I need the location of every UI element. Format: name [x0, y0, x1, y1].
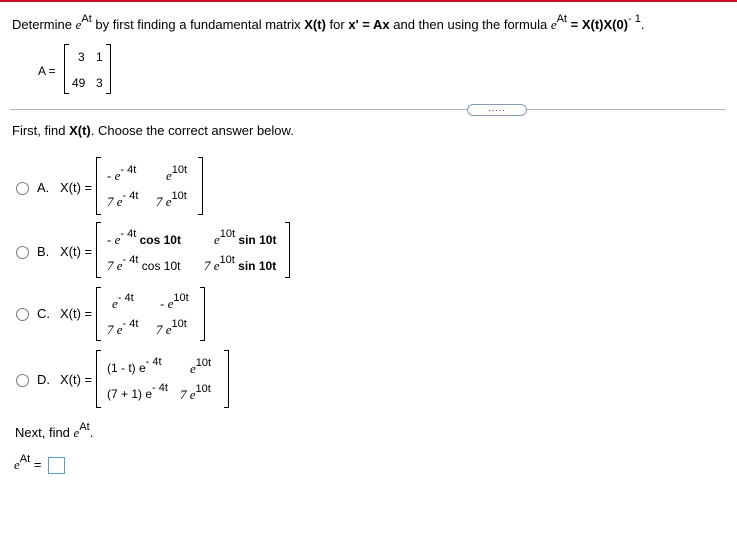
problem-text: for: [329, 17, 345, 32]
left-bracket: [96, 287, 101, 341]
left-bracket: [96, 157, 101, 215]
entry-base: - e: [107, 232, 121, 247]
right-bracket: [106, 44, 111, 94]
entry-exp: 10t: [219, 254, 235, 266]
option-label: X(t) =: [60, 180, 93, 195]
entry-exp: 10t: [219, 228, 236, 240]
matrix-cell: 3: [96, 76, 103, 90]
left-bracket: [64, 44, 69, 94]
option-label: X(t) =: [60, 372, 93, 387]
entry-base: 7 e: [107, 258, 123, 273]
answer-input-box[interactable]: [48, 457, 65, 474]
entry-exp: 10t: [195, 357, 212, 369]
entry-trig: sin 10t: [238, 259, 277, 273]
radio-option-d[interactable]: [16, 374, 29, 387]
entry-base: e: [190, 361, 196, 376]
entry-base: 7 e: [107, 194, 123, 209]
entry-base: e: [166, 168, 172, 183]
entry-exp: 10t: [171, 190, 187, 202]
entry-base: 7 e: [107, 322, 123, 337]
entry-trig: sin 10t: [238, 233, 277, 247]
entry-exp: - 4t: [122, 254, 139, 266]
entry-exp: 10t: [171, 164, 188, 176]
entry-exp: 10t: [171, 318, 187, 330]
entry-base: - e: [160, 296, 174, 311]
problem-text: Determine: [12, 17, 72, 32]
exp-base: e: [73, 425, 80, 440]
entry-exp: 10t: [173, 292, 189, 304]
section-divider: [10, 109, 725, 110]
inverse-superscript: - 1: [628, 13, 641, 25]
entry-base: 7 e: [180, 387, 196, 402]
entry-exp: - 4t: [122, 190, 139, 202]
matrix-a-label: A =: [38, 64, 56, 78]
entry-base: 7 e: [204, 258, 220, 273]
top-accent-bar: [0, 0, 737, 2]
problem-statement: [12, 13, 645, 33]
entry-exp: - 4t: [145, 356, 162, 368]
entry-exp: - 4t: [122, 318, 139, 330]
entry-base: - e: [107, 168, 121, 183]
problem-text: by first finding a fundamental matrix: [95, 17, 301, 32]
entry-exp: - 4t: [120, 228, 137, 240]
equals-sign: =: [33, 457, 42, 472]
matrix-cell: 49: [72, 76, 86, 90]
entry-trig: cos 10t: [139, 233, 181, 247]
exp-superscript: At: [19, 453, 31, 465]
option-letter: C.: [37, 306, 50, 321]
option-letter: D.: [37, 372, 50, 387]
question-two: [15, 421, 94, 441]
entry-exp: 10t: [195, 383, 211, 395]
exp-superscript: At: [79, 421, 90, 433]
question-bold: X(t): [69, 123, 91, 138]
entry-base: e: [214, 232, 220, 247]
problem-bold: x' = Ax: [348, 17, 390, 32]
period: .: [89, 425, 94, 440]
exp-base: e: [14, 457, 20, 472]
entry-exp: - 4t: [120, 164, 137, 176]
entry-base: (7 + 1) e: [107, 387, 153, 401]
left-bracket: [96, 350, 101, 408]
right-bracket: [200, 287, 205, 341]
matrix-cell: 3: [78, 50, 85, 64]
answer-label: [14, 453, 42, 473]
matrix-cell: 1: [96, 50, 103, 64]
entry-base: e: [112, 296, 118, 311]
entry-trig: cos 10t: [141, 259, 181, 273]
exp-base: e: [75, 17, 82, 32]
question-text: . Choose the correct answer below.: [90, 123, 294, 138]
entry-base: 7 e: [156, 194, 172, 209]
radio-option-c[interactable]: [16, 308, 29, 321]
right-bracket: [224, 350, 229, 408]
option-label: X(t) =: [60, 306, 93, 321]
right-bracket: [285, 222, 290, 278]
formula-text: = X(t)X(0): [570, 17, 629, 32]
radio-option-a[interactable]: [16, 182, 29, 195]
period: .: [640, 17, 645, 32]
problem-bold: X(t): [304, 17, 326, 32]
radio-option-b[interactable]: [16, 246, 29, 259]
more-button[interactable]: .....: [467, 104, 527, 116]
option-letter: A.: [37, 180, 50, 195]
question-text: Next, find: [15, 425, 70, 440]
exp-base: e: [550, 17, 557, 32]
problem-text: and then using the formula: [393, 17, 548, 32]
exp-superscript: At: [81, 13, 92, 25]
entry-exp: - 4t: [117, 292, 134, 304]
question-text: First, find: [12, 123, 66, 138]
question-one: [12, 123, 294, 138]
option-letter: B.: [37, 244, 50, 259]
right-bracket: [198, 157, 203, 215]
left-bracket: [96, 222, 101, 278]
entry-exp: - 4t: [152, 382, 168, 394]
exp-superscript: At: [556, 13, 567, 25]
entry-base: (1 - t) e: [107, 361, 146, 375]
entry-base: 7 e: [156, 322, 172, 337]
option-label: X(t) =: [60, 244, 93, 259]
